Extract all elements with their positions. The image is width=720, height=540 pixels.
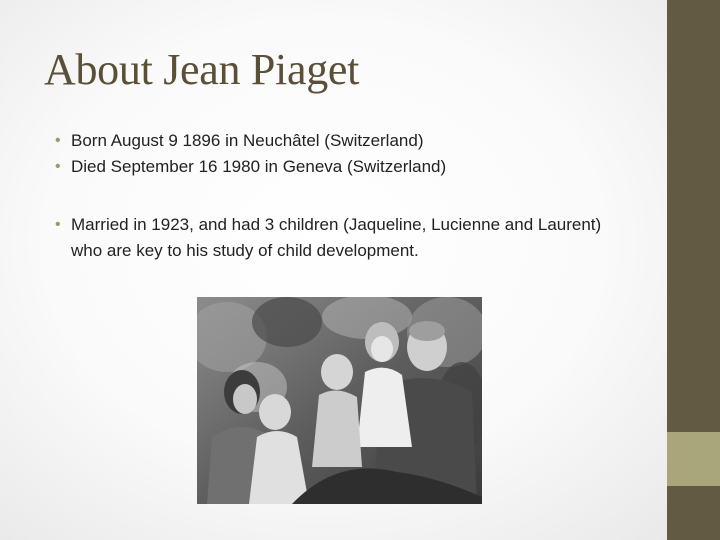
bullet-list — [55, 128, 630, 264]
family-photo-image — [197, 297, 482, 504]
family-photo — [197, 297, 482, 504]
bullet-item: • Died September 16 1980 in Geneva (Switzerland) — [55, 154, 630, 180]
bullet-item: • Married in 1923, and had 3 children (Jaqueline, Lucienne and Laurent) who are key to his study of child development. — [55, 212, 630, 264]
decorative-side-bar-accent — [667, 432, 720, 486]
slide-title: About Jean Piaget — [44, 45, 360, 94]
bullet-item: • Born August 9 1896 in Neuchâtel (Switzerland) — [55, 128, 630, 154]
